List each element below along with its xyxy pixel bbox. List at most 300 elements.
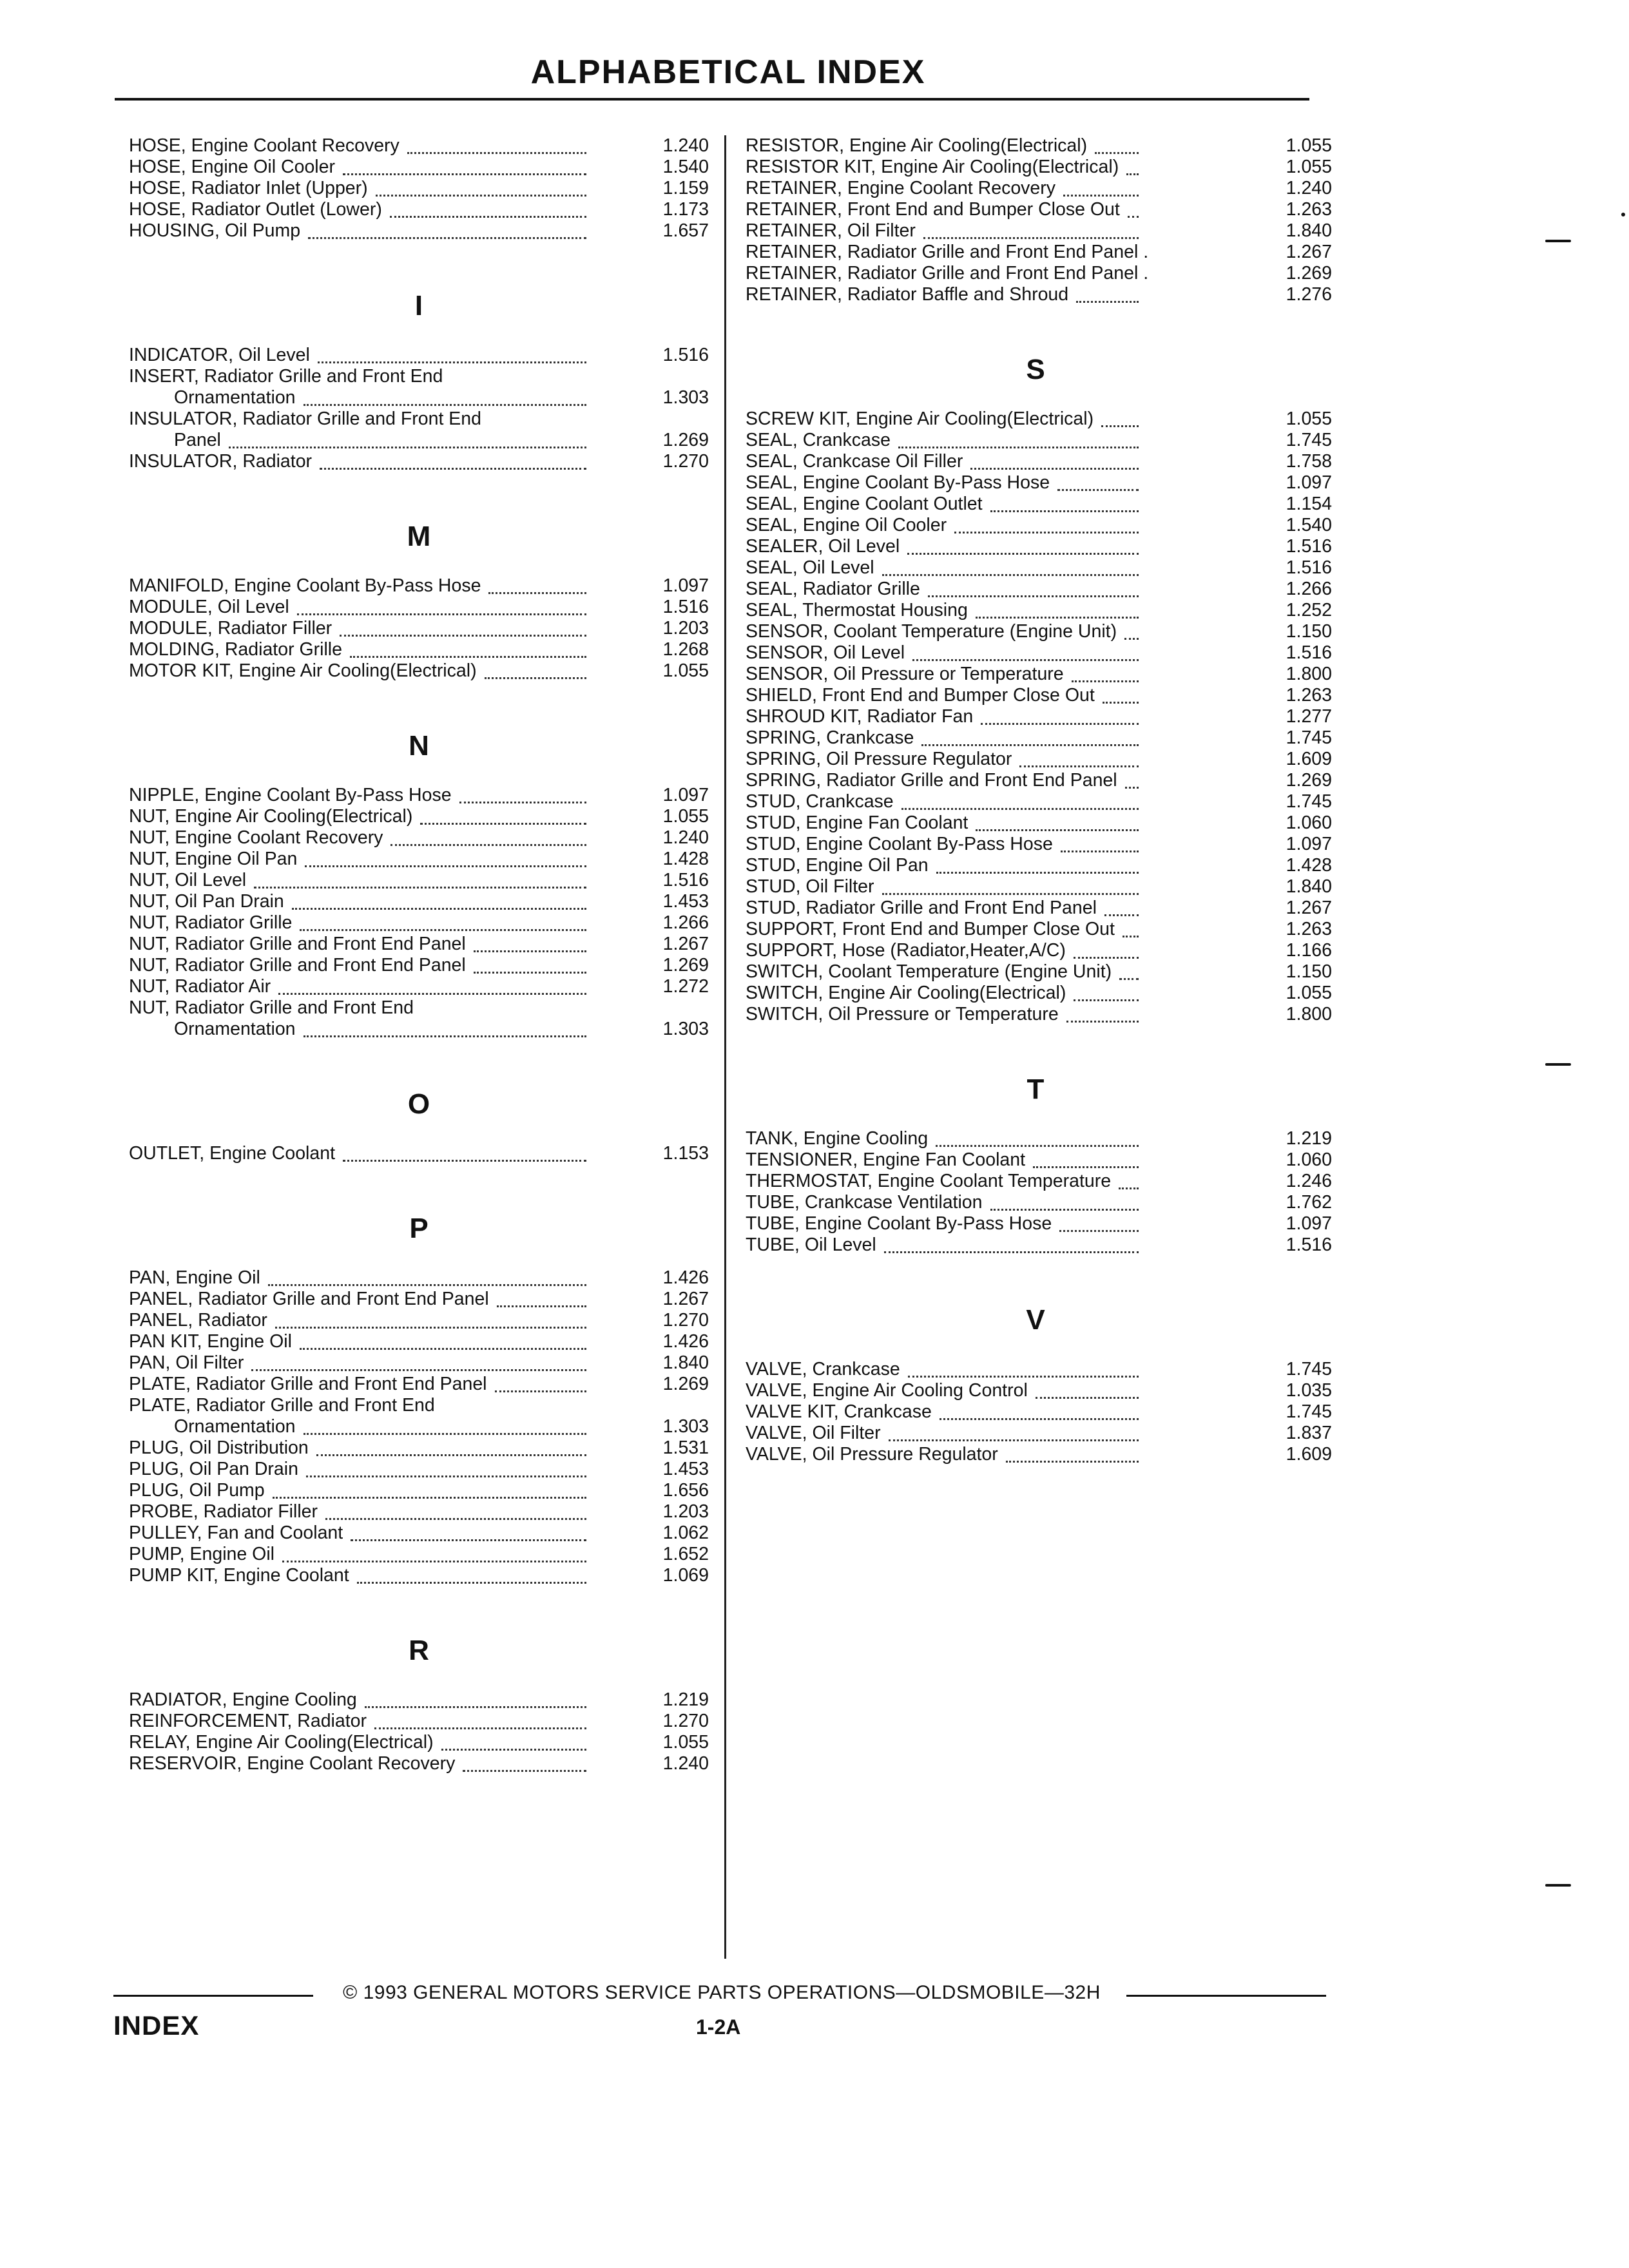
dot-leader — [1095, 148, 1139, 154]
dot-leader — [318, 358, 586, 363]
entry-page-ref: 1.426 — [662, 1331, 709, 1352]
entry-page-ref: 1.263 — [1286, 685, 1332, 706]
entry-name: REINFORCEMENT, Radiator — [129, 1711, 367, 1731]
index-entry — [129, 912, 715, 934]
dot-leader — [889, 1436, 1139, 1441]
entry-page-ref: 1.062 — [662, 1523, 709, 1543]
index-entry — [746, 430, 1332, 451]
section-spacer — [129, 1164, 715, 1190]
entry-page-ref: 1.269 — [662, 1374, 709, 1394]
entry-page-ref: 1.159 — [662, 178, 709, 198]
section-spacer — [746, 305, 1325, 331]
entry-page-ref: 1.516 — [662, 345, 709, 365]
dot-leader — [912, 655, 1139, 661]
entry-name: STUD, Oil Filter — [746, 876, 874, 897]
entry-page-ref: 1.745 — [1286, 430, 1332, 450]
dot-leader — [981, 719, 1139, 725]
index-entry — [129, 157, 715, 178]
entry-page-ref: 1.303 — [662, 1416, 709, 1437]
entry-name: TUBE, Crankcase Ventilation — [746, 1192, 983, 1213]
entry-name: HOSE, Radiator Outlet (Lower) — [129, 199, 382, 220]
entry-name: SEAL, Engine Coolant Outlet — [746, 494, 983, 514]
index-entry — [746, 919, 1332, 940]
dot-leader — [1061, 847, 1139, 852]
entry-page-ref: 1.055 — [1286, 983, 1332, 1003]
entry-name: PLATE, Radiator Grille and Front End — [129, 1395, 435, 1416]
section-letter: T — [1027, 1073, 1045, 1105]
entry-name: SPRING, Oil Pressure Regulator — [746, 749, 1012, 769]
section-letter: M — [407, 521, 431, 552]
section-spacer — [746, 1465, 1325, 1491]
entry-page-ref: 1.277 — [1286, 706, 1332, 727]
entry-page-ref: 1.516 — [1286, 536, 1332, 557]
index-entry — [129, 639, 715, 660]
index-entry — [746, 1235, 1332, 1256]
entry-name: RETAINER, Oil Filter — [746, 220, 916, 241]
dot-leader — [976, 613, 1139, 619]
entry-page-ref: 1.269 — [1286, 770, 1332, 791]
entry-name: MANIFOLD, Engine Coolant By-Pass Hose — [129, 575, 481, 596]
margin-dot — [1621, 213, 1625, 216]
section-spacer — [746, 1025, 1325, 1051]
index-entry — [129, 1523, 715, 1544]
dot-leader — [229, 443, 586, 448]
entry-name: NUT, Radiator Grille and Front End Panel — [129, 955, 466, 975]
dot-leader — [304, 1032, 586, 1037]
entry-name-continuation: Ornamentation — [174, 1416, 296, 1437]
section-letter: I — [414, 290, 423, 322]
index-entry — [129, 597, 715, 618]
entry-name: PUMP KIT, Engine Coolant — [129, 1565, 349, 1586]
entry-page-ref: 1.516 — [1286, 642, 1332, 663]
dot-leader — [928, 591, 1139, 597]
entry-page-ref: 1.153 — [662, 1143, 709, 1164]
section-spacer — [129, 1040, 715, 1066]
index-entry — [746, 727, 1332, 749]
entry-page-ref: 1.267 — [662, 1289, 709, 1309]
index-entry — [129, 366, 715, 408]
entry-name: SWITCH, Oil Pressure or Temperature — [746, 1004, 1059, 1024]
index-entry — [746, 706, 1332, 727]
entry-name: HOSE, Radiator Inlet (Upper) — [129, 178, 368, 198]
index-entry — [129, 1267, 715, 1289]
entry-name: MODULE, Radiator Filler — [129, 618, 333, 639]
entry-page-ref: 1.609 — [1286, 749, 1332, 769]
entry-page-ref: 1.303 — [662, 387, 709, 408]
index-entry — [746, 812, 1332, 834]
entry-page-ref: 1.837 — [1286, 1423, 1332, 1443]
margin-mark — [1545, 1884, 1571, 1887]
entry-page-ref: 1.097 — [1286, 1213, 1332, 1234]
entry-page-ref: 1.035 — [1286, 1380, 1332, 1401]
index-entry — [746, 284, 1332, 305]
section-spacer — [746, 1256, 1325, 1282]
entry-name: SEALER, Oil Level — [746, 536, 900, 557]
entry-name: SCREW KIT, Engine Air Cooling(Electrical) — [746, 408, 1094, 429]
index-entry — [129, 934, 715, 955]
entry-name: TENSIONER, Engine Fan Coolant — [746, 1149, 1026, 1170]
index-section — [129, 267, 715, 498]
title-rule — [115, 98, 1309, 101]
entry-name: VALVE, Oil Filter — [746, 1423, 881, 1443]
dot-leader — [882, 570, 1139, 576]
index-entry — [129, 976, 715, 997]
entry-name: NUT, Engine Air Cooling(Electrical) — [129, 806, 413, 827]
section-spacer — [129, 1774, 715, 1800]
entry-name: RELAY, Engine Air Cooling(Electrical) — [129, 1732, 434, 1753]
dot-leader — [901, 804, 1139, 810]
index-entry — [129, 1310, 715, 1331]
entry-page-ref: 1.219 — [1286, 1128, 1332, 1149]
entry-page-ref: 1.303 — [662, 1019, 709, 1039]
dot-leader — [884, 1247, 1139, 1253]
index-entry — [129, 178, 715, 199]
entry-page-ref: 1.203 — [662, 1501, 709, 1522]
entry-name-continuation: Ornamentation — [174, 1019, 296, 1039]
entry-page-ref: 1.657 — [662, 220, 709, 241]
entry-page-ref: 1.266 — [1286, 579, 1332, 599]
entry-page-ref: 1.166 — [1286, 940, 1332, 961]
index-section — [746, 331, 1332, 1051]
dot-leader — [374, 1724, 586, 1729]
dot-leader — [268, 1280, 586, 1286]
entry-name: PLATE, Radiator Grille and Front End Panel — [129, 1374, 487, 1394]
entry-name: NUT, Engine Oil Pan — [129, 849, 298, 869]
entry-name: HOSE, Engine Coolant Recovery — [129, 135, 400, 156]
entry-name: SEAL, Engine Coolant By-Pass Hose — [746, 472, 1050, 493]
entry-name: THERMOSTAT, Engine Coolant Temperature — [746, 1171, 1112, 1191]
section-letter: S — [1026, 354, 1045, 385]
entry-page-ref: 1.762 — [1286, 1192, 1332, 1213]
entry-page-ref: 1.055 — [662, 660, 709, 681]
dot-leader — [305, 861, 586, 867]
entry-name: SWITCH, Engine Air Cooling(Electrical) — [746, 983, 1066, 1003]
dot-leader — [485, 673, 586, 679]
index-entry — [129, 1143, 715, 1164]
entry-name: SENSOR, Coolant Temperature (Engine Unit) — [746, 621, 1117, 642]
entry-page-ref: 1.269 — [662, 430, 709, 450]
dot-leader — [1076, 297, 1139, 303]
index-entry — [129, 1501, 715, 1523]
margin-mark — [1545, 1063, 1571, 1066]
index-entry — [746, 263, 1332, 284]
entry-page-ref: 1.745 — [1286, 727, 1332, 748]
entry-page-ref: 1.267 — [662, 934, 709, 954]
dot-leader — [357, 1578, 586, 1584]
entry-page-ref: 1.745 — [1286, 1401, 1332, 1422]
entry-name: RETAINER, Radiator Grille and Front End Panel . — [746, 242, 1149, 262]
index-entry — [129, 618, 715, 639]
entry-name: HOUSING, Oil Pump — [129, 220, 301, 241]
dot-leader — [343, 1156, 586, 1162]
dot-leader — [304, 1429, 586, 1435]
index-entry — [129, 345, 715, 366]
index-entry — [746, 1192, 1332, 1213]
dot-leader — [1103, 698, 1139, 704]
index-entry — [129, 660, 715, 682]
dot-leader — [343, 169, 586, 175]
entry-page-ref: 1.840 — [662, 1352, 709, 1373]
dot-leader — [1125, 783, 1139, 789]
dot-leader — [251, 1365, 586, 1371]
dot-leader — [1059, 1226, 1139, 1232]
margin-mark — [1545, 240, 1571, 242]
entry-name: NUT, Oil Level — [129, 870, 247, 890]
index-entry — [129, 135, 715, 157]
dot-leader — [308, 233, 586, 239]
dot-leader — [340, 631, 586, 637]
copyright-notice: © 1993 GENERAL MOTORS SERVICE PARTS OPERATIONS—OLDSMOBILE—32H — [343, 1982, 1101, 2003]
dot-leader — [463, 1766, 586, 1772]
entry-page-ref: 1.516 — [1286, 557, 1332, 578]
section-spacer — [129, 472, 715, 498]
entry-page-ref: 1.800 — [1286, 664, 1332, 684]
index-section — [746, 1282, 1332, 1491]
entry-page-ref: 1.173 — [662, 199, 709, 220]
entry-name: RADIATOR, Engine Cooling — [129, 1689, 357, 1710]
entry-page-ref: 1.252 — [1286, 600, 1332, 620]
dot-leader — [351, 1535, 586, 1541]
entry-page-ref: 1.060 — [1286, 1149, 1332, 1170]
dot-leader — [882, 889, 1139, 895]
index-entry — [746, 855, 1332, 876]
index-entry — [746, 579, 1332, 600]
index-entry — [129, 1437, 715, 1459]
entry-name: NUT, Engine Coolant Recovery — [129, 827, 383, 848]
footer-rule-right — [1126, 1995, 1326, 1997]
entry-name: PANEL, Radiator — [129, 1310, 267, 1331]
entry-page-ref: 1.055 — [662, 1732, 709, 1753]
column-divider — [724, 135, 726, 1959]
entry-page-ref: 1.840 — [1286, 876, 1332, 897]
dot-leader — [990, 1205, 1139, 1211]
entry-name: PANEL, Radiator Grille and Front End Panel — [129, 1289, 489, 1309]
index-entry — [129, 408, 715, 451]
index-entry — [746, 557, 1332, 579]
dot-leader — [376, 191, 586, 197]
index-entry — [746, 621, 1332, 642]
entry-page-ref: 1.263 — [1286, 199, 1332, 220]
entry-page-ref: 1.758 — [1286, 451, 1332, 472]
index-entry — [746, 940, 1332, 961]
entry-page-ref: 1.055 — [1286, 408, 1332, 429]
index-section — [746, 135, 1332, 331]
page-title: ALPHABETICAL INDEX — [530, 53, 926, 91]
index-entry — [746, 220, 1332, 242]
dot-leader — [306, 1472, 586, 1477]
dot-leader — [495, 1387, 586, 1392]
dot-leader — [316, 1450, 586, 1456]
entry-page-ref: 1.097 — [662, 785, 709, 805]
dot-leader — [1126, 169, 1139, 175]
entry-page-ref: 1.150 — [1286, 621, 1332, 642]
index-entry — [129, 997, 715, 1040]
entry-page-ref: 1.270 — [662, 1711, 709, 1731]
index-entry — [129, 199, 715, 220]
entry-name: SENSOR, Oil Level — [746, 642, 905, 663]
entry-name: VALVE, Oil Pressure Regulator — [746, 1444, 998, 1465]
entry-page-ref: 1.069 — [662, 1565, 709, 1586]
index-entry — [129, 1374, 715, 1395]
index-entry — [129, 1565, 715, 1586]
entry-page-ref: 1.270 — [662, 1310, 709, 1331]
dot-leader — [898, 443, 1139, 448]
entry-page-ref: 1.097 — [662, 575, 709, 596]
entry-name: TUBE, Oil Level — [746, 1235, 876, 1255]
entry-name: VALVE, Engine Air Cooling Control — [746, 1380, 1028, 1401]
entry-name: RESISTOR, Engine Air Cooling(Electrical) — [746, 135, 1088, 156]
entry-name: RETAINER, Radiator Grille and Front End Panel . — [746, 263, 1149, 284]
index-entry — [129, 1753, 715, 1774]
entry-name: SPRING, Radiator Grille and Front End Panel — [746, 770, 1117, 791]
dot-leader — [907, 549, 1139, 555]
entry-name: INSULATOR, Radiator Grille and Front End — [129, 408, 481, 429]
index-entry — [746, 600, 1332, 621]
entry-name: OUTLET, Engine Coolant — [129, 1143, 335, 1164]
entry-page-ref: 1.656 — [662, 1480, 709, 1501]
entry-name: HOSE, Engine Oil Cooler — [129, 157, 335, 177]
entry-page-ref: 1.516 — [1286, 1235, 1332, 1255]
entry-name: SEAL, Crankcase Oil Filler — [746, 451, 963, 472]
dot-leader — [390, 840, 586, 846]
entry-page-ref: 1.240 — [662, 135, 709, 156]
dot-leader — [1119, 1184, 1139, 1189]
entry-page-ref: 1.609 — [1286, 1444, 1332, 1465]
index-entry — [746, 1444, 1332, 1465]
entry-name: VALVE KIT, Crankcase — [746, 1401, 932, 1422]
entry-page-ref: 1.055 — [662, 806, 709, 827]
section-spacer — [129, 682, 715, 707]
entry-page-ref: 1.453 — [662, 1459, 709, 1479]
index-entry — [746, 451, 1332, 472]
dot-leader — [954, 528, 1139, 533]
index-section — [129, 1190, 715, 1612]
entry-page-ref: 1.266 — [662, 912, 709, 933]
dot-leader — [320, 464, 586, 470]
index-entry — [746, 242, 1332, 263]
entry-name: SPRING, Crankcase — [746, 727, 914, 748]
entry-page-ref: 1.154 — [1286, 494, 1332, 514]
index-entry — [746, 1171, 1332, 1192]
entry-name: STUD, Radiator Grille and Front End Panel — [746, 898, 1097, 918]
dot-leader — [273, 1493, 586, 1499]
entry-name: SHIELD, Front End and Bumper Close Out — [746, 685, 1095, 706]
entry-name: VALVE, Crankcase — [746, 1359, 900, 1379]
entry-page-ref: 1.531 — [662, 1437, 709, 1458]
index-entry — [129, 785, 715, 806]
dot-leader — [1066, 1017, 1139, 1023]
dot-leader — [908, 1372, 1139, 1378]
dot-leader — [940, 1414, 1139, 1420]
entry-name-continuation: Panel — [174, 430, 221, 450]
entry-page-ref: 1.745 — [1286, 791, 1332, 812]
entry-name: RESISTOR KIT, Engine Air Cooling(Electrical) — [746, 157, 1119, 177]
dot-leader — [1006, 1457, 1139, 1463]
index-entry — [746, 1128, 1332, 1149]
entry-name: NUT, Radiator Grille — [129, 912, 293, 933]
entry-page-ref: 1.269 — [1286, 263, 1332, 284]
index-entry — [746, 770, 1332, 791]
section-letter: N — [409, 730, 429, 762]
index-entry — [746, 1213, 1332, 1235]
index-entry — [129, 1459, 715, 1480]
entry-name: INSERT, Radiator Grille and Front End — [129, 366, 443, 387]
dot-leader — [441, 1745, 586, 1751]
dot-leader — [278, 989, 586, 995]
entry-name: INDICATOR, Oil Level — [129, 345, 310, 365]
index-entry — [746, 1004, 1332, 1025]
entry-page-ref: 1.055 — [1286, 135, 1332, 156]
index-entry — [746, 178, 1332, 199]
dot-leader — [297, 610, 586, 615]
index-section — [129, 135, 715, 267]
index-section — [746, 1051, 1332, 1282]
index-entry — [129, 1480, 715, 1501]
entry-name: PULLEY, Fan and Coolant — [129, 1523, 343, 1543]
entry-name: PLUG, Oil Pan Drain — [129, 1459, 298, 1479]
dot-leader — [292, 904, 586, 910]
entry-name: SEAL, Thermostat Housing — [746, 600, 968, 620]
dot-leader — [275, 1323, 586, 1329]
dot-leader — [1072, 677, 1139, 682]
entry-name: SHROUD KIT, Radiator Fan — [746, 706, 974, 727]
dot-leader — [1036, 1393, 1139, 1399]
index-entry — [129, 1732, 715, 1753]
dot-leader — [407, 148, 586, 154]
footer-section-label: INDEX — [113, 2010, 200, 2041]
entry-page-ref: 1.276 — [1286, 284, 1332, 305]
entry-name: PAN, Engine Oil — [129, 1267, 260, 1288]
entry-page-ref: 1.267 — [1286, 898, 1332, 918]
entry-name: PROBE, Radiator Filler — [129, 1501, 318, 1522]
dot-leader — [1128, 212, 1139, 218]
index-entry — [746, 898, 1332, 919]
entry-page-ref: 1.269 — [662, 955, 709, 975]
entry-name: SEAL, Radiator Grille — [746, 579, 920, 599]
dot-leader — [1119, 974, 1139, 980]
entry-name: STUD, Crankcase — [746, 791, 894, 812]
dot-leader — [1063, 191, 1139, 197]
index-entry — [746, 1380, 1332, 1401]
entry-page-ref: 1.840 — [1286, 220, 1332, 241]
right-index-column — [746, 135, 1332, 1491]
dot-leader — [976, 825, 1139, 831]
index-entry — [129, 891, 715, 912]
index-section — [129, 1066, 715, 1190]
index-entry — [746, 472, 1332, 494]
entry-name: STUD, Engine Oil Pan — [746, 855, 929, 876]
entry-name: PUMP, Engine Oil — [129, 1544, 275, 1564]
index-section — [129, 1612, 715, 1800]
index-entry — [746, 494, 1332, 515]
index-entry — [746, 1401, 1332, 1423]
dot-leader — [936, 868, 1139, 874]
entry-page-ref: 1.263 — [1286, 919, 1332, 939]
entry-name: MOLDING, Radiator Grille — [129, 639, 342, 660]
entry-name: SEAL, Engine Oil Cooler — [746, 515, 947, 535]
dot-leader — [304, 400, 586, 406]
dot-leader — [497, 1302, 586, 1307]
entry-page-ref: 1.516 — [662, 597, 709, 617]
entry-name: MOTOR KIT, Engine Air Cooling(Electrical) — [129, 660, 477, 681]
entry-name: RESERVOIR, Engine Coolant Recovery — [129, 1753, 456, 1774]
dot-leader — [350, 652, 586, 658]
dot-leader — [1123, 932, 1139, 937]
entry-name: SEAL, Oil Level — [746, 557, 874, 578]
dot-leader — [936, 1141, 1139, 1147]
entry-name: MODULE, Oil Level — [129, 597, 289, 617]
entry-page-ref: 1.268 — [662, 639, 709, 660]
